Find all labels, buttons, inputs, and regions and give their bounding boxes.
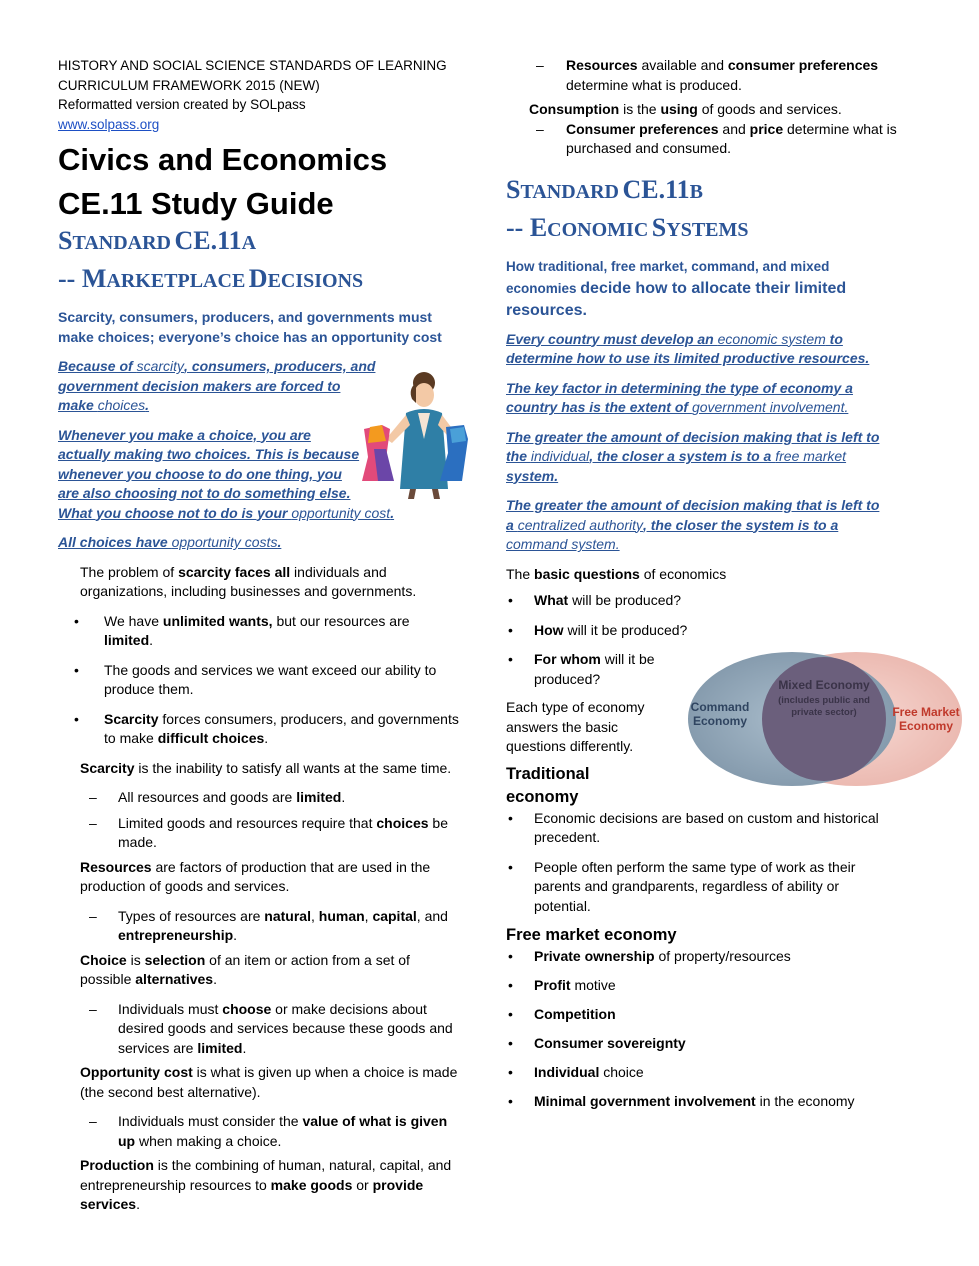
standard-b-heading: STANDARD CE.11B -- ECONOMIC SYSTEMS: [506, 174, 749, 242]
header-line: HISTORY AND SOCIAL SCIENCE STANDARDS OF LEARNING: [58, 58, 447, 73]
scarcity-intro: The problem of scarcity faces all individuals and organizations, including businesses and governments.: [80, 563, 417, 599]
opportunity-dash-list: [58, 1112, 478, 1151]
production-definition: Production is the combining of human, natural, capital, and entrepreneurship resources to make goods or provide services.: [80, 1157, 452, 1212]
list-item: • What will be produced?: [506, 591, 926, 611]
list-item: – Limited goods and resources require that choices be made.: [58, 814, 478, 853]
free-market-label: Free Market: [892, 704, 960, 719]
title-line: CE.11 Study Guide: [58, 186, 334, 221]
standard-b-summary: How traditional, free market, command, and mixed economies decide how to allocate their limited resources.: [506, 258, 847, 319]
list-item: • How will it be produced?: [506, 621, 926, 641]
list-item: – Resources available and consumer preferences determine what is produced.: [506, 56, 926, 95]
mixed-label: private sector): [791, 706, 857, 718]
list-item: • Individual choice: [506, 1063, 926, 1083]
traditional-list: [506, 809, 926, 917]
list-item: • Scarcity forces consumers, producers, and governments to make difficult choices.: [58, 710, 478, 749]
title-line: Civics and Economics: [58, 142, 388, 177]
resources-definition: Resources are factors of production that are used in the production of goods and services.: [80, 858, 431, 894]
basic-questions-section: [506, 565, 960, 757]
scarcity-links: Because of scarcity, consumers, producers, and government decision makers are forced to make choices. Whenever you make a choice, you are actually making two choices. This is because whenever you choose to do one thing, you are also choosing not to do something else. What you choose not to do is your opportunity cost. All choices have opportunity costs.: [58, 357, 478, 553]
list-item: • For whom will it be produced?: [506, 650, 926, 689]
command-label: Command: [690, 699, 750, 714]
right-column: [506, 56, 960, 1112]
each-type-note: Each type of economy answers the basic questions differently.: [506, 699, 645, 754]
page-title: [58, 138, 478, 226]
list-item: • Consumer sovereignty: [506, 1034, 926, 1054]
free-market-heading: Free market economy: [506, 926, 677, 944]
free-market-list: [506, 947, 926, 1112]
standard-a-summary: Scarcity, consumers, producers, and governments must make choices; everyone’s choice has an opportunity cost: [58, 309, 442, 345]
header-line: CURRICULUM FRAMEWORK 2015 (NEW): [58, 77, 320, 93]
traditional-heading: Traditional economy: [506, 764, 590, 806]
header-line: Reformatted version created by SOLpass: [58, 97, 306, 112]
consumer-preferences-list: [506, 120, 926, 159]
list-item: • Minimal government involvement in the economy: [506, 1092, 926, 1112]
opportunity-cost-definition: Opportunity cost is what is given up when a choice is made (the second best alternative).: [80, 1064, 458, 1100]
resources-preferences-list: [506, 56, 926, 95]
list-item: • Competition: [506, 1005, 926, 1025]
left-column: [58, 56, 478, 1215]
list-item: • We have unlimited wants, but our resources are limited.: [58, 612, 478, 651]
mixed-label: (includes public and: [778, 694, 870, 706]
list-item: – Consumer preferences and price determine what is purchased and consumed.: [506, 120, 926, 159]
list-item: • Private ownership of property/resources: [506, 947, 926, 967]
list-item: – Types of resources are natural, human, capital, and entrepreneurship.: [58, 907, 478, 946]
resources-dash-list: [58, 907, 478, 946]
list-item: • People often perform the same type of work as their parents and grandparents, regardless of ability or potential.: [506, 858, 926, 917]
list-item: • Profit motive: [506, 976, 926, 996]
list-item: – Individuals must choose or make decisions about desired goods and services because these goods and services are limited.: [58, 1000, 478, 1059]
standard-a-heading: STANDARD CE.11A -- MARKETPLACE DECISIONS: [58, 226, 364, 293]
economic-system-links: Every country must develop an economic system to determine how to use its limited productive resources. The key factor in determining the type of economy a country has is the extent of government involvement. The greater the amount of decision making that is left to the individual, the closer a system is to a free market system. The greater the amount of decision making that is left to a centralized authority, the closer the system is to a command system.: [506, 330, 880, 552]
document-header: [58, 56, 478, 134]
basic-questions-list: [506, 591, 926, 689]
list-item: – Individuals must consider the value of what is given up when making a choice.: [58, 1112, 478, 1151]
basic-questions-intro: The basic questions of economics: [506, 565, 727, 582]
list-item: – All resources and goods are limited.: [58, 788, 478, 808]
scarcity-bullets: [58, 612, 478, 749]
shopping-woman-illustration: [356, 369, 474, 499]
choice-definition: Choice is selection of an item or action from a set of possible alternatives.: [80, 951, 410, 987]
list-item: • Economic decisions are based on custom and historical precedent.: [506, 809, 926, 848]
command-label: Economy: [692, 713, 748, 728]
scarcity-dash-list: [58, 788, 478, 853]
list-item: • The goods and services we want exceed our ability to produce them.: [58, 661, 478, 700]
choice-dash-list: [58, 1000, 478, 1059]
solpass-link[interactable]: www.solpass.org: [58, 116, 160, 132]
mixed-label: Mixed Economy: [778, 677, 870, 692]
scarcity-definition: Scarcity is the inability to satisfy all wants at the same time.: [80, 759, 452, 776]
consumption-definition: Consumption is the using of goods and services.: [529, 101, 842, 117]
free-market-label: Economy: [898, 718, 954, 733]
